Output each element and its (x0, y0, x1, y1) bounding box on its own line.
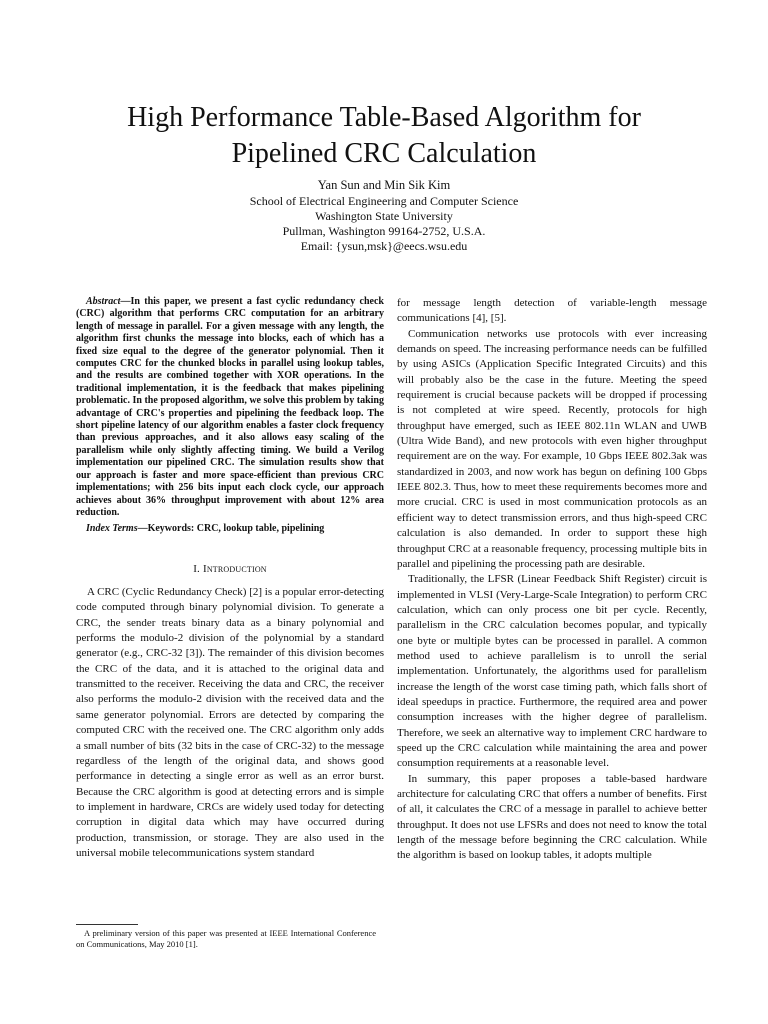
author-names: Yan Sun and Min Sik Kim (317, 178, 451, 192)
intro-paragraph-3: Traditionally, the LFSR (Linear Feedback Shift Register) circuit is implemented in VLSI (Very-Large-Scale Integration) to perform CRC calculation, which can only process one bit per cycle. Recently, parallelism in the CRC calculation becomes popular, and typically one byte or multiple bytes can be processed in parallel. A common method used to achieve parallelism is to unroll the serial implementation. Unfortunately, the algorithms used for parallelism increase the length of the worst case timing path, which falls short of ideal speedups in practice. Furthermore, the required area and power consumption increases with the higher degree of parallelism. Therefore, we seek an alternative way to implement CRC hardware to speed up the CRC calculation while maintaining the area and power consumption requirements at a reasonable level. (397, 573, 707, 770)
section-heading-introduction (76, 562, 384, 577)
abstract-label: Abstract (86, 296, 121, 307)
author-block (40, 178, 728, 254)
index-terms-text: —Keywords: CRC, lookup table, pipelining (137, 523, 325, 535)
right-column (397, 296, 707, 864)
abstract-text: —In this paper, we present a fast cyclic redundancy check (CRC) algorithm that performs CRC computation for an arbitrary length of message in parallel. For a given message with any length, the algorithm first chunks the message into blocks, each of which has a fixed size equal to the degree of the generator polynomial. Then it computes CRC for the chunked blocks in parallel using lookup tables, and the results are combined together with XOR operations. In the traditional implementation, it is the feedback that makes pipelining problematic. In the proposed algorithm, we solve this problem by taking advantage of CRC's properties and pipelining the feedback loop. The short pipeline latency of our algorithm enables a faster clock frequency than previous approaches, and it also allows easy scaling of the parallelism while only slightly affecting timing. We build a Verilog implementation our pipelined CRC. The simulation results show that our approach is faster and more space-efficient than previous CRC implementations; with 256 bits input each clock cycle, our approach achieves about 36% throughput improvement with about 12% area reduction. (76, 296, 384, 518)
intro-paragraph-1: A CRC (Cyclic Redundancy Check) [2] is a popular error-detecting code computed through binary polynomial division. To generate a CRC, the sender treats binary data as a binary polynomial and performs the modulo-2 division of the polynomial by a standard generator (e.g., CRC-32 [3]). The remainder of this division becomes the CRC of the data, and it is attached to the original data and transmitted to the receiver. Receiving the data and CRC, the receiver also performs the modulo-2 division with the received data and the same generator polynomial. Errors are detected by comparing the computed CRC with the received one. The CRC algorithm only adds a small number of bits (32 bits in the case of CRC-32) to the message regardless of the length of the original data, and shows good performance in detecting a single error as well as an error burst. Because the CRC algorithm is good at detecting errors and is simple to implement in hardware, CRCs are widely used today for detecting corruption in digital data which may have occurred during production, transmission, or storage. They are also used in the universal mobile telecommunications system standard (76, 586, 384, 859)
affiliation-school: School of Electrical Engineering and Computer Science (249, 194, 519, 208)
intro-paragraph-2: Communication networks use protocols with ever increasing demands on speed. The increasing performance needs can be fulfilled by using ASICs (Application Specific Integrated Circuits) and this will probably also be the case in the future. Meeting the speed requirement is crucial because packets will be dropped if processing is not completed at wire speed. Recently, protocols for high throughput have emerged, such as IEEE 802.11n WLAN and UWB (Ultra Wide Band), and new protocols with even higher throughput requirement are on the way. For example, 10 Gbps IEEE 802.3ak was standardized in 2003, and now work has begun on defining 100 Gbps IEEE 802.3. Thus, how to meet these requirements becomes more and more crucial. CRC is used in most communication protocols as an efficient way to detect transmission errors, and thus high-speed CRC calculation is also demanded. In order to support these high throughput CRC at a reasonable frequency, processing multiple bits in parallel and pipelining the processing path are desirable. (397, 327, 707, 570)
section-title: Introduction (202, 562, 267, 575)
affiliation-address: Pullman, Washington 99164-2752, U.S.A. (282, 224, 486, 238)
intro-paragraph-4: In summary, this paper proposes a table-based hardware architecture for calculating CRC that offers a number of benefits. First of all, it calculates the CRC of a message in parallel to achieve better throughput. It does not use LFSRs and does not need to know the total length of the message before beginning the CRC calculation. While the algorithm is based on lookup tables, it adopts multiple (397, 772, 707, 862)
paper-title (40, 100, 728, 172)
left-column (76, 296, 384, 861)
continued-paragraph: for message length detection of variable-length message communications [4], [5]. (397, 297, 707, 325)
index-terms-label: Index Terms (86, 523, 138, 535)
index-terms (76, 523, 384, 535)
abstract (76, 296, 384, 519)
footnote: A preliminary version of this paper was presented at IEEE International Conference on Communications, May 2010 [1]. (76, 928, 376, 949)
title-line-2: Pipelined CRC Calculation (231, 138, 537, 169)
footnote-rule (76, 924, 138, 925)
section-number: I. (193, 562, 203, 575)
author-email: Email: {ysun,msk}@eecs.wsu.edu (300, 239, 468, 253)
affiliation-university: Washington State University (315, 209, 453, 223)
title-line-1: High Performance Table-Based Algorithm for (127, 102, 641, 133)
